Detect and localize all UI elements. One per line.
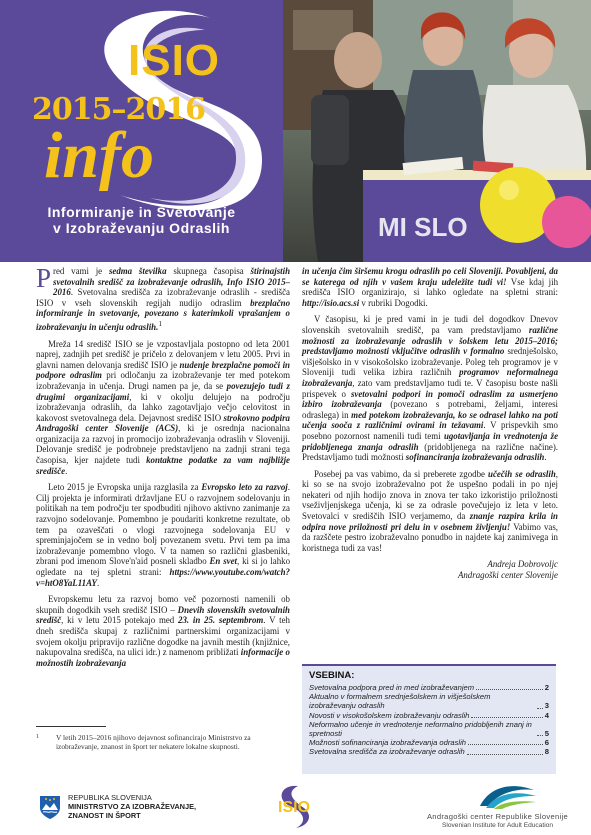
emphasis: kontaktne podatke za vam najbližje središče xyxy=(36,455,290,476)
emphasis: povezujejo tudi z drugimi organizacijami xyxy=(36,380,290,402)
text: srednješolsko, višješolsko in v visokošolsko izobraževanje. Poleg teh programov je v Sloveniji tudi velika izbira različnih xyxy=(302,346,558,378)
right-column xyxy=(302,266,558,581)
toc-item-title: Novosti v visokošolskem izobraževanju odraslih xyxy=(309,710,470,720)
toc-leader xyxy=(471,717,542,718)
eu-year-paragraph xyxy=(36,482,290,588)
toc-title: VSEBINA: xyxy=(309,670,355,681)
text: . Cilj projekta je informirati državljane EU o razvojnem sodelovanju in politikah na tem področju ter spodbuditi njihovo aktivno zanimanje za razvojno sodelovanje. Pomembno je poudariti konkretne rezultate, ob tem pa ozaveščati o vlogi razvojnega sodelovanja EU v spreminjajočem se in vedno bolj povezanem svetu. Prvi tem pa ima izobraževanje pomembno vlogo. V ta namen so različni glasbeniki, zbrani pod imenom Slove'n'aid posneli skladbo xyxy=(36,482,290,567)
text: , ki v letu 2015 potekajo med xyxy=(61,615,179,626)
youtube-link[interactable]: https://www.youtube.com/watch?v=htO8YaL11AY xyxy=(36,567,290,588)
toc-leader xyxy=(537,735,543,736)
toc-item-page: 6 xyxy=(544,738,549,748)
toc-leader xyxy=(467,754,543,755)
footnote-rule xyxy=(36,726,106,727)
text: . V prispevkih smo posebno pozornost namenili tudi temi xyxy=(302,420,558,441)
acs-name: Andragoški center Republike Slovenije xyxy=(426,812,569,821)
events-paragraph xyxy=(36,594,290,668)
footnote-mark: 1 xyxy=(36,734,39,740)
emphasis: brezplačno informiranje in svetovanje, povezano s katerimkoli vprašanjem o izobraževanju in učenju odraslih. xyxy=(36,297,290,332)
emphasis: sedma številka xyxy=(108,266,167,276)
isio-link[interactable]: http://isio.acs.si xyxy=(302,297,360,308)
text: , ki je osrednja nacionalna organizacija za razvoj in promocijo izobraževanja odraslih v Sloveniji. Delovanje središč je podrobneje predstavljeno na zadnji strani tega časopisa, kjer najdete tudi xyxy=(36,423,290,466)
footnote-ref: 1 xyxy=(158,318,163,328)
text: skupnega časopisa xyxy=(166,266,251,276)
toc-item-title: Možnosti sofinanciranja izobraževanja odraslih xyxy=(309,738,467,748)
text: Leto 2015 je Evropska unija razglasila za xyxy=(48,482,202,493)
toc-item[interactable] xyxy=(309,711,549,720)
emphasis: Dnevih slovenskih svetovalnih središč xyxy=(36,604,290,626)
page-footer xyxy=(0,778,591,835)
emphasis: En svet xyxy=(209,556,238,567)
text: V časopisu, ki je pred vami in je tudi del dogodkov Dnevov slovenskih svetovalnih središč, pa vam predstavljamo xyxy=(302,314,558,335)
toc-item[interactable] xyxy=(309,720,549,738)
gov-line: MINISTRSTVO ZA IZOBRAŽEVANJE, xyxy=(68,802,197,811)
page-header xyxy=(0,0,591,262)
emphasis: svetovalni podpori in pomoči odraslim za usmerjeno izbiro izobraževanja xyxy=(302,388,558,410)
toc-item[interactable] xyxy=(309,747,549,756)
signature xyxy=(302,559,558,580)
toc-item[interactable] xyxy=(309,738,549,747)
toc-item-page: 4 xyxy=(544,710,549,720)
masthead xyxy=(0,0,283,262)
toc-leader xyxy=(537,708,543,709)
text: . xyxy=(96,577,100,588)
text: pri odločanju za izobraževanje ter med potekom izobraževanja in učenja. Drugi namen pa je, da se xyxy=(36,370,290,391)
masthead-subtitle xyxy=(0,204,283,236)
events-continued-paragraph xyxy=(302,266,558,308)
toc-leader xyxy=(468,744,543,745)
emphasis: programov neformalnega izobraževanja xyxy=(302,367,559,388)
text: Vabimo vas, da razščete pestro izobraževalno ponudbo in najdete kaj zanimivega in koristnega tudi za vas! xyxy=(302,521,559,553)
info-title: info xyxy=(44,119,155,192)
text: , zato vam predstavljamo tudi te. V časopisu boste našli prispevek o xyxy=(302,377,558,399)
text: red vami je xyxy=(53,266,109,276)
signature-org: Andragoški center Slovenije xyxy=(457,570,558,581)
slovenia-coat-of-arms-icon xyxy=(38,794,62,820)
text: , ki so se na svojo izobraževalno pot že uspešno podali in po njej nekateri od njih hodijo znova in znova ter tako izkoristijo priložnosti vseživljenjskega učenja, ki se za odrasle povečujejo iz leta v leto. Svetovalci v središčih ISIO verjamemo, da xyxy=(302,468,558,522)
acs-name-english: Slovenian Institute for Adult Education xyxy=(441,822,554,829)
emphasis: štirinajstih svetovalnih središč za izobraževanje odraslih, Info ISIO 2015–2016 xyxy=(53,266,291,298)
gov-line: REPUBLIKA SLOVENIJA xyxy=(68,793,152,802)
text: (povezano s potrebami, željami, interesi odraslega) in xyxy=(302,399,559,420)
toc-item-page: 8 xyxy=(544,747,549,757)
text: Posebej pa vas vabimo, da si preberete zgodbe xyxy=(314,468,489,479)
table-of-contents xyxy=(302,664,556,774)
text: , ki v okolju delujejo na področju izobraževanja odraslih, da lahko zagotavljajo večjo celovitost in kakovost svetovalnega dela. Dejavnost središč ISIO xyxy=(36,391,290,423)
toc-item-title: Neformalno učenje in vrednotenje neformalno pridobljenih znanj in spretnosti xyxy=(309,719,532,739)
text: , ki si jo lahko ogledate na tej spletni strani: xyxy=(36,556,291,577)
toc-leader xyxy=(476,689,543,690)
intro-paragraph xyxy=(36,263,291,333)
banner-text: MI SLO xyxy=(378,212,468,242)
text: (pridobljenega na različne načine). Predstavljamo tudi možnosti xyxy=(302,441,558,463)
text: . V teh dneh središča skupaj z različnimi partnerskimi organizacijami v svojem okolju pripravijo različne dogodke na javnih mestih (knjižnice, nakupovalna središča, na ulici idr.) z namenom približati xyxy=(36,615,290,658)
newspaper-content-paragraph xyxy=(302,314,558,462)
emphasis: in učenja čim širšemu krogu odraslih po celi Sloveniji. Povabljeni, da se katerega od njih v vašem kraju udeležite tudi vi! xyxy=(302,266,558,287)
signature-name: Andreja Dobrovoljc xyxy=(487,559,558,570)
toc-item[interactable] xyxy=(309,683,549,692)
text: v rubriki Dogodki. xyxy=(359,297,428,308)
emphasis: različne možnosti za izobraževanje odraslih v šolskem letu 2015–2016; predstavljamo možnosti vključitve odraslih v formalno xyxy=(302,324,558,357)
acs-wave-logo xyxy=(478,780,538,810)
footnote xyxy=(36,733,290,751)
emphasis: nudenje brezplačne pomoči in podpore odraslim xyxy=(36,359,290,381)
emphasis: informacije o možnostih izobraževanja xyxy=(36,647,290,668)
toc-item-title: Svetovalna podpora pred in med izobraževanjem xyxy=(309,683,475,692)
gov-line: ZNANOST IN ŠPORT xyxy=(68,811,141,820)
emphasis: ugotavljanja in vrednotenja že pridobljenega znanja odraslih xyxy=(302,430,559,452)
ministry-name xyxy=(68,793,196,820)
subtitle-line-1: Informiranje in Svetovanje xyxy=(47,204,236,220)
toc-item-page: 5 xyxy=(544,729,549,739)
toc-item[interactable] xyxy=(309,692,549,710)
emphasis: sofinanciranja izobraževanja odraslih xyxy=(405,452,545,463)
emphasis: Evropsko leto za razvoj xyxy=(201,482,288,493)
subtitle-line-2: v Izobraževanju Odraslih xyxy=(53,220,230,236)
emphasis: strokovno podpira Andragoški center Slovenije (ACS) xyxy=(36,412,290,434)
year-range: 2015–2016 xyxy=(32,92,205,127)
emphasis: med potekom izobraževanja, ko se odrasel lahko na poti učenja sooča z različnimi ovirami in težavami xyxy=(302,409,558,431)
isio-logo xyxy=(268,782,318,832)
network-paragraph xyxy=(36,339,290,477)
emphasis: učečih se odraslih xyxy=(488,468,556,479)
text: . Svetovalna središča za izobraževanje odraslih - središča ISIO v vseh slovenskih regijah nudijo odraslim xyxy=(36,287,290,308)
text: . xyxy=(65,465,68,476)
header-photo xyxy=(283,0,591,262)
photo-illustration xyxy=(283,0,591,262)
toc-item-page: 2 xyxy=(544,683,549,692)
svg-text:ISIO: ISIO xyxy=(278,799,311,816)
toc-item-title: Svetovalna središča za izobraževanje odraslih xyxy=(309,747,465,757)
emphasis: 23. in 25. septembrom xyxy=(178,615,264,626)
toc-item-title: Aktualno v formalnem srednješolskem in višješolskem izobraževanju odraslih xyxy=(309,692,491,711)
drop-cap: P xyxy=(36,263,52,293)
footnote-text: V letih 2015–2016 njihovo dejavnost sofinancirajo Ministrstvo za izobraževanje, znanost in šport ter nekatere lokalne skupnosti. xyxy=(56,733,251,751)
text: . xyxy=(544,452,547,463)
text: Mreža 14 središč ISIO se je vzpostavljala postopno od leta 2001 naprej, zadnjih pet središč je pričelo z delovanjem v letu 2005. Prvi in glavni namen delovanja središč ISIO je xyxy=(36,338,290,370)
text: Vse kdaj jih središča ISIO organizirajo, si lahko ogledate na spletni strani: xyxy=(302,276,559,298)
invitation-paragraph xyxy=(302,469,558,554)
text: Evropskemu letu za razvoj bomo več pozornosti namenili ob skupnih dogodkih vseh središč ISIO – xyxy=(36,594,290,615)
left-column xyxy=(36,263,291,674)
isio-title: ISIO xyxy=(128,36,221,85)
toc-item-page: 3 xyxy=(544,701,549,711)
emphasis: znanje razpira krila in odpira nove priložnosti pri delu in v osebnem življenju! xyxy=(302,511,558,532)
